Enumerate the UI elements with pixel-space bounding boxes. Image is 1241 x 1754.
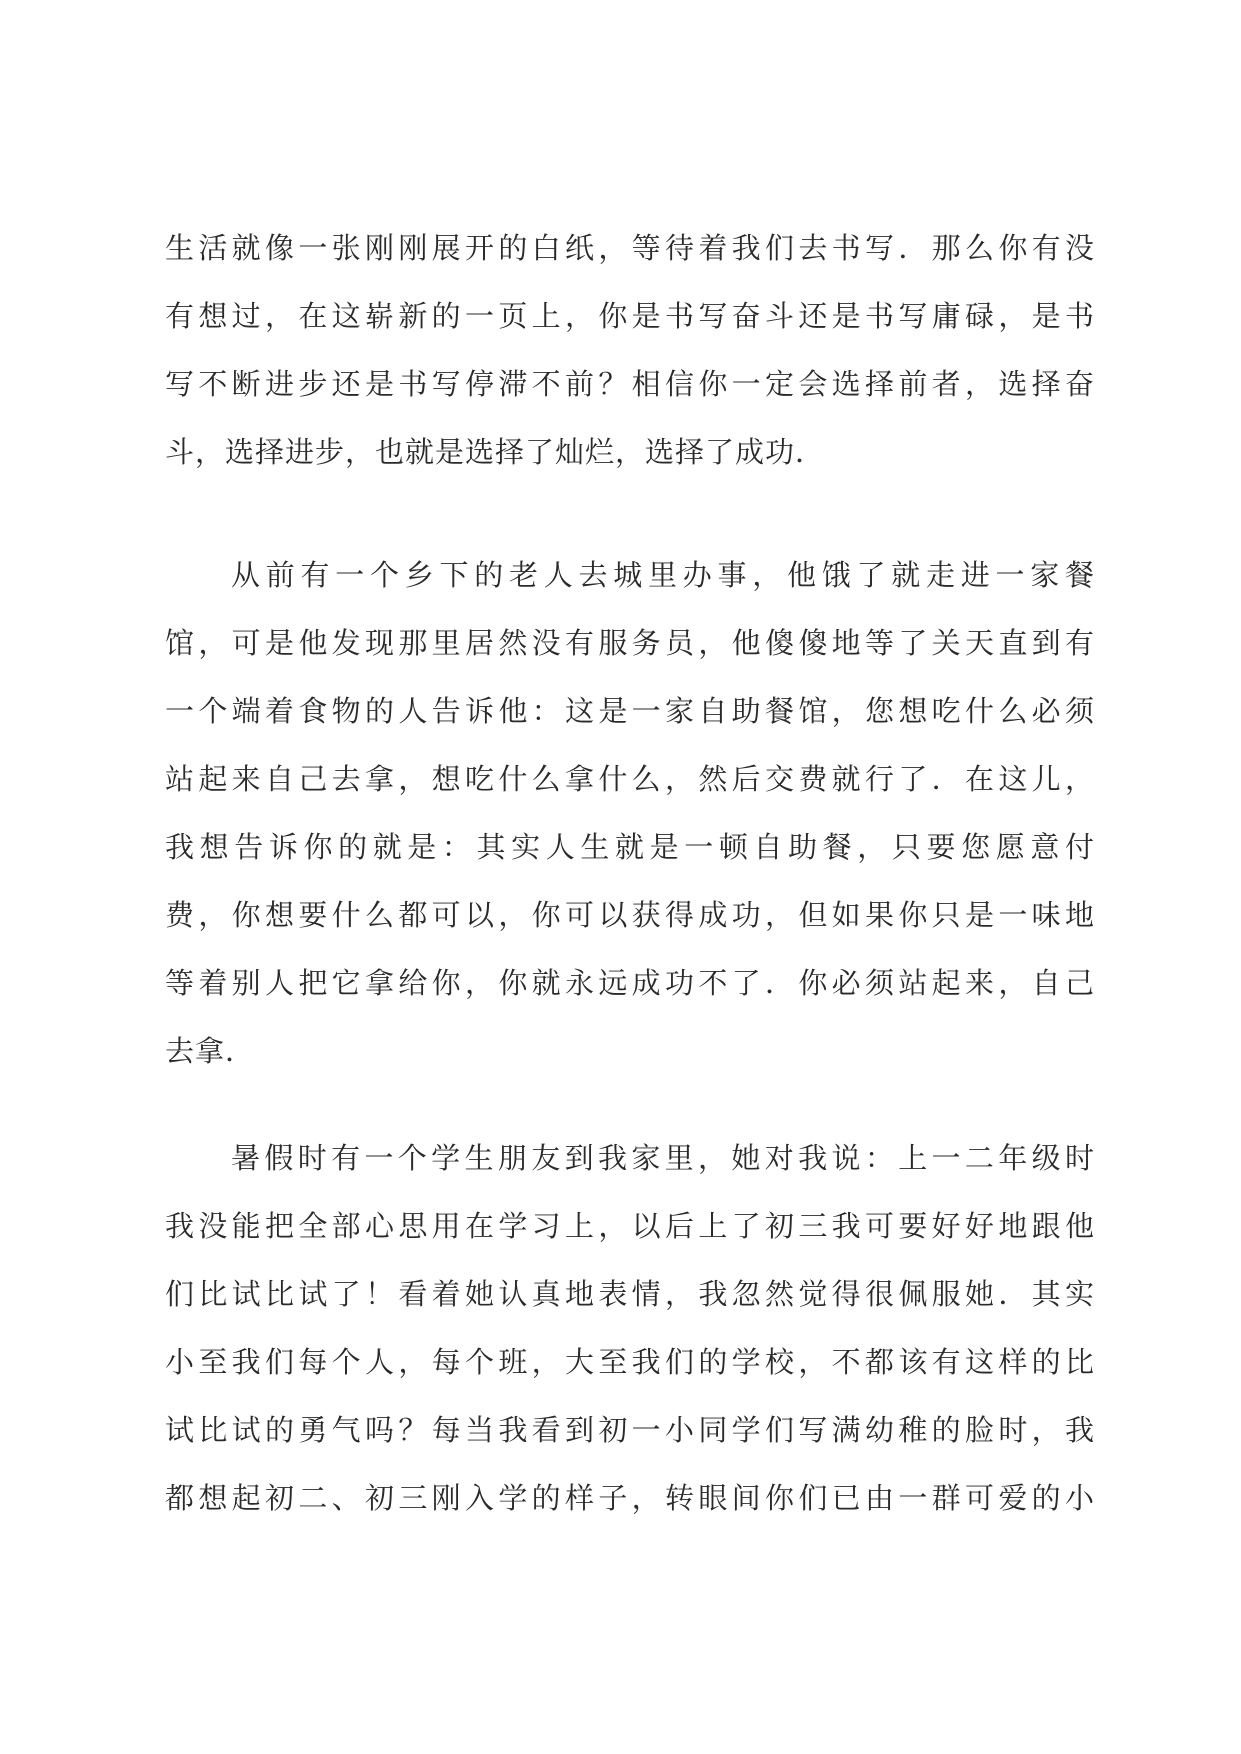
text-line: 一个端着食物的人告诉他：这是一家自助餐馆，您想吃什么必须 [165,694,1095,728]
paragraph-3 [165,1124,1095,1532]
text-line: 我想告诉你的就是：其实人生就是一顿自助餐，只要您愿意付 [165,830,1095,864]
paragraph-2 [165,541,1095,1085]
text-line: 斗，选择进步，也就是选择了灿烂，选择了成功． [165,435,826,469]
text-line: 小至我们每个人，每个班，大至我们的学校，不都该有这样的比 [165,1345,1095,1379]
text-line: 费，你想要什么都可以，你可以获得成功，但如果你只是一味地 [165,898,1095,932]
paragraph-1 [165,214,1095,486]
text-line: 等着别人把它拿给你，你就永远成功不了．你必须站起来，自己 [165,966,1095,1000]
text-line: 试比试的勇气吗？每当我看到初一小同学们写满幼稚的脸时，我 [165,1413,1095,1447]
text-line: 馆，可是他发现那里居然没有服务员，他傻傻地等了关天直到有 [165,626,1095,660]
text-line: 站起来自己去拿，想吃什么拿什么，然后交费就行了．在这儿， [165,762,1095,796]
text-line: 有想过，在这崭新的一页上，你是书写奋斗还是书写庸碌，是书 [165,299,1095,333]
text-line: 都想起初二、初三刚入学的样子，转眼间你们已由一群可爱的小 [165,1481,1095,1515]
text-line: 写不断进步还是书写停滞不前？相信你一定会选择前者，选择奋 [165,367,1095,401]
text-line: 生活就像一张刚刚展开的白纸，等待着我们去书写．那么你有没 [165,231,1095,265]
text-line: 暑假时有一个学生朋友到我家里，她对我说：上一二年级时 [231,1141,1095,1175]
text-line: 去拿． [165,1034,256,1068]
text-line: 从前有一个乡下的老人去城里办事，他饿了就走进一家餐 [231,558,1095,592]
text-line: 们比试比试了！看着她认真地表情，我忽然觉得很佩服她．其实 [165,1277,1095,1311]
text-line: 我没能把全部心思用在学习上，以后上了初三我可要好好地跟他 [165,1209,1095,1243]
